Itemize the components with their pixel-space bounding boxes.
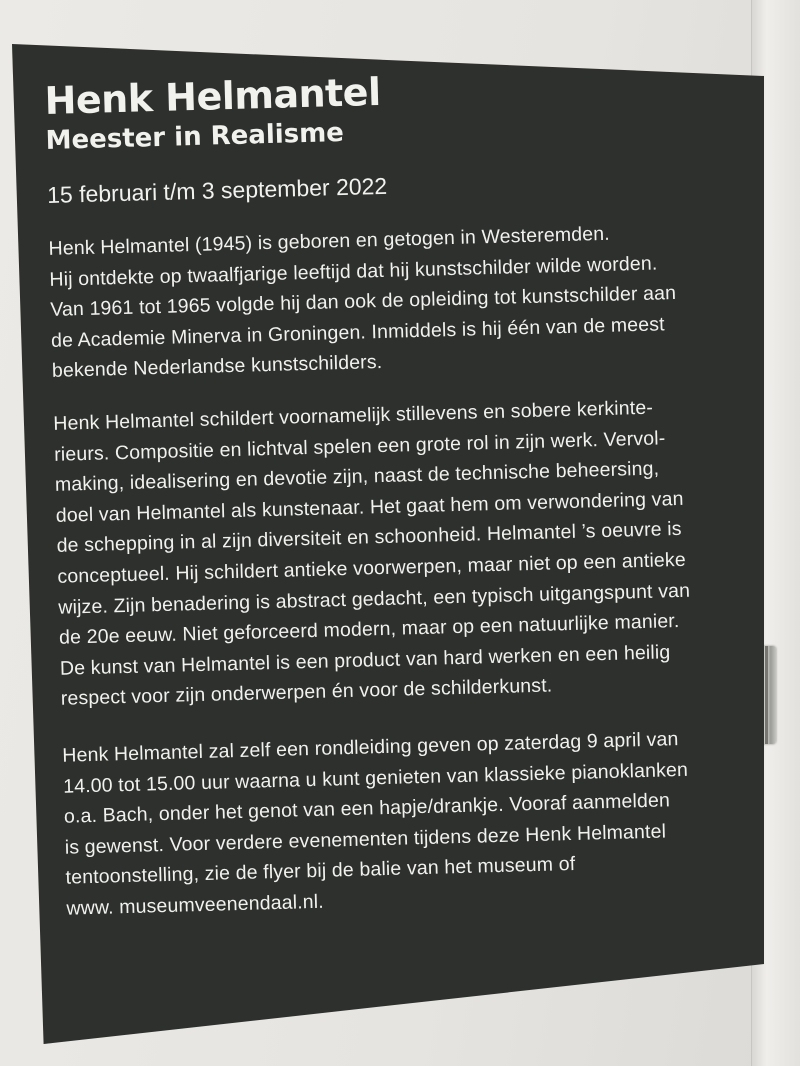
text-line: www. museumveenendaal.nl.	[66, 890, 325, 920]
text-line: Hij ontdekte op twaalfjarige leeftijd dat hij kunstschilder wilde worden.	[49, 252, 658, 291]
text-line: o.a. Bach, onder het genot van een hapje/drankje. Vooraf aanmelden	[63, 789, 671, 828]
text-line: Van 1961 tot 1965 volgde hij dan ook de opleiding tot kunstschilder aan	[49, 282, 677, 322]
text-line: Henk Helmantel zal zelf een rondleiding geven op zaterdag 9 april van	[62, 727, 679, 767]
text-line: conceptueel. Hij schildert antieke voorwerpen, maar niet op een antieke	[57, 548, 687, 588]
text-line: De kunst van Helmantel is een product van hard werken en een heilig	[59, 640, 671, 680]
text-line: Henk Helmantel schildert voornamelijk stillevens en sobere kerkinte-	[53, 396, 654, 435]
text-line: de 20e eeuw. Niet geforceerd modern, maar op een natuurlijke manier.	[58, 610, 680, 649]
text-line: rieurs. Compositie en lichtval spelen een grote rol in zijn werk. Vervol-	[53, 426, 666, 466]
sign-content	[44, 59, 787, 925]
text-line: bekende Nederlandse kunstschilders.	[51, 351, 383, 383]
text-line: Henk Helmantel (1945) is geboren en getogen in Westeremden.	[48, 222, 611, 260]
paragraph-event	[62, 721, 787, 924]
text-line: making, idealisering en devotie zijn, naast de technische beheersing,	[54, 457, 660, 497]
text-line: de schepping in al zijn diversiteit en schoonheid. Helmantel ’s oeuvre is	[56, 518, 682, 558]
text-line: 14.00 tot 15.00 uur waarna u kunt genieten van klassieke pianoklanken	[62, 758, 689, 798]
text-line: respect voor zijn onderwerpen én voor de schilderkunst.	[60, 674, 553, 711]
paragraph-biography	[48, 214, 772, 386]
text-line: tentoonstelling, zie de flyer bij de balie van het museum of	[65, 853, 576, 889]
text-line: wijze. Zijn benadering is abstract gedacht, een typisch uitgangspunt van	[58, 579, 691, 619]
exhibition-dates: 15 februari t/m 3 september 2022	[46, 172, 388, 208]
paragraph-work	[53, 389, 781, 714]
sign-title: Henk Helmantel	[44, 69, 382, 123]
text-line: doel van Helmantel als kunstenaar. Het gaat hem om verwondering van	[55, 487, 684, 527]
sign-subtitle: Meester in Realisme	[45, 117, 345, 156]
text-line: is gewenst. Voor verdere evenementen tijdens deze Henk Helmantel	[64, 820, 667, 859]
text-line: de Academie Minerva in Groningen. Inmiddels is hij één van de meest	[50, 313, 665, 352]
